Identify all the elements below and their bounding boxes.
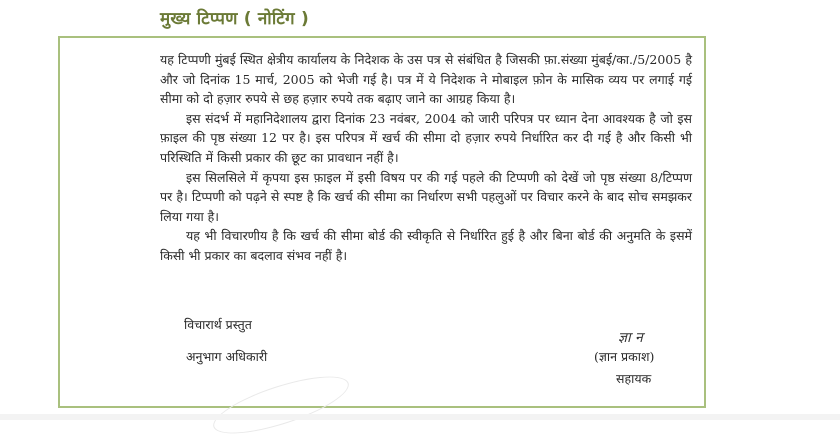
noting-box	[58, 36, 706, 408]
closing-line: विचारार्थ प्रस्तुत	[184, 317, 252, 332]
page-heading: मुख्य टिप्पण ( नोटिंग )	[160, 9, 309, 29]
paragraph-2: इस संदर्भ में महानिदेशालय द्वारा दिनांक 23 नवंबर, 2004 को जारी परिपत्र पर ध्यान देना आवश्यक है जो इस फ़ाइल की पृष्ठ संख्या 12 पर है। इस परिपत्र में खर्च की सीमा दो हज़ार रुपये निर्धारित कर दी गई है और किसी भी परिस्थिति में किसी प्रकार की छूट का प्रावधान नहीं है।	[160, 110, 692, 165]
page-edge	[0, 414, 840, 420]
noting-body	[160, 50, 692, 266]
handwritten-signature: ज्ञा न	[618, 330, 643, 346]
section-officer-label: अनुभाग अधिकारी	[186, 349, 268, 364]
paragraph-1: यह टिप्पणी मुंबई स्थित क्षेत्रीय कार्यालय के निदेशक के उस पत्र से संबंधित है जिसकी फ़ा.संख्या मुंबई/का./5/2005 है और जो दिनांक 15 मार्च, 2005 को भेजी गई है। पत्र में ये निदेशक ने मोबाइल फ़ोन के मासिक व्यय पर लगाई गई सीमा को दो हज़ार रुपये से छह हज़ार रुपये तक बढ़ाए जाने का आग्रह किया है।	[160, 52, 692, 107]
signatory-title: सहायक	[616, 371, 652, 386]
paragraph-4: यह भी विचारणीय है कि खर्च की सीमा बोर्ड की स्वीकृति से निर्धारित हुई है और बिना बोर्ड की अनुमति के इसमें किसी भी प्रकार का बदलाव संभव नहीं है।	[160, 228, 692, 263]
paragraph-3: इस सिलसिले में कृपया इस फ़ाइल में इसी विषय पर की गई पहले की टिप्पणी को देखें जो पृष्ठ संख्या 8/टिप्पण पर है। टिप्पणी को पढ़ने से स्पष्ट है कि खर्च की सीमा का निर्धारण सभी पहलुओं पर विचार करने के बाद सोच समझकर लिया गया है।	[160, 169, 692, 224]
signatory-name: (ज्ञान प्रकाश)	[594, 349, 655, 364]
